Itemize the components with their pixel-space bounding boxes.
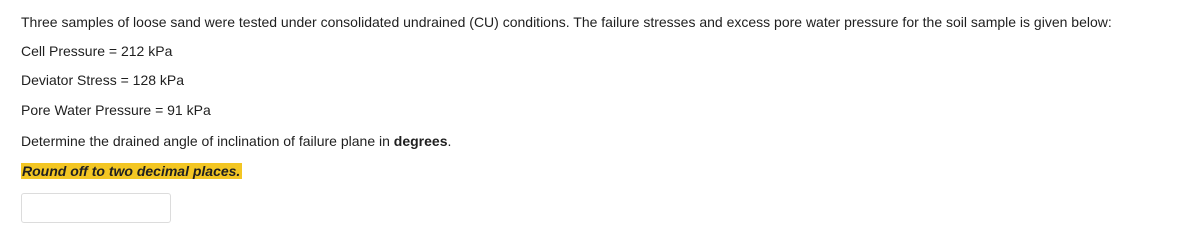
- question-prompt-text: Determine the drained angle of inclination of failure plane in: [21, 133, 394, 149]
- question-prompt-unit: degrees: [393, 133, 448, 149]
- rounding-note-highlight: Round off to two decimal places.: [22, 163, 241, 179]
- question-prompt: [21, 132, 451, 150]
- pore-water-pressure-text: Pore Water Pressure = 91 kPa: [21, 102, 211, 118]
- question-intro: Three samples of loose sand were tested under consolidated undrained (CU) conditions. The failure stresses and excess pore water pressure for the soil sample is given below:: [21, 14, 1112, 30]
- deviator-stress-text: Deviator Stress = 128 kPa: [21, 72, 185, 88]
- question-prompt-suffix: .: [447, 133, 452, 149]
- rounding-note: [21, 162, 242, 180]
- cell-pressure-text: Cell Pressure = 212 kPa: [21, 43, 173, 59]
- answer-input[interactable]: [21, 193, 171, 223]
